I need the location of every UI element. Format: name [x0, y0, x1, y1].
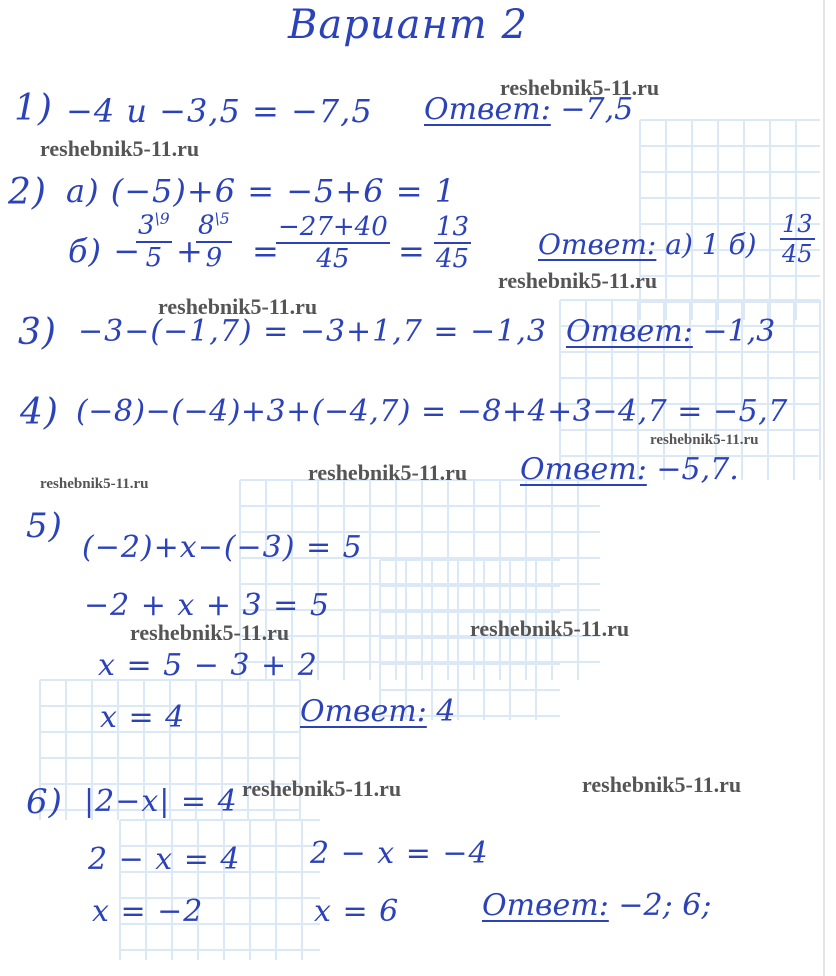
- task-2b-prefix: б) −: [68, 232, 141, 270]
- task-3-expression: −3−(−1,7) = −3+1,7 = −1,3: [78, 314, 547, 349]
- task-3-number: 3): [18, 312, 57, 353]
- task-5-line-2: −2 + x + 3 = 5: [84, 588, 330, 623]
- task-2-answer-fraction: [780, 210, 815, 268]
- fraction-numerator: $8^{\backslash 5}$: [198, 210, 230, 241]
- task-5-number: 5): [26, 506, 63, 546]
- task-3-answer-value: −1,3: [702, 314, 776, 349]
- fraction-denominator: 45: [782, 240, 813, 268]
- fraction-denominator: 45: [316, 244, 350, 274]
- task-2-number: 2): [8, 172, 47, 213]
- task-2b-equals-2: =: [398, 232, 426, 270]
- task-1-number: 1): [14, 88, 53, 129]
- fraction-numerator: $3^{\backslash 9}$: [138, 210, 170, 241]
- task-2-answer: [538, 228, 757, 261]
- answer-label: Ответ:: [520, 452, 647, 487]
- task-6-answer-value: −2; 6;: [618, 888, 712, 923]
- watermark: reshebnik5-11.ru: [582, 772, 742, 797]
- fraction-numerator: −27+40: [278, 212, 388, 242]
- variant-title: Вариант 2: [288, 2, 528, 48]
- task-2-answer-value: а) 1 б): [665, 228, 757, 261]
- watermark: reshebnik5-11.ru: [130, 620, 290, 645]
- task-2b-fraction-2: [196, 210, 232, 273]
- task-6-right-1: 2 − x = −4: [310, 836, 489, 871]
- task-1-expression: −4 и −3,5 = −7,5: [66, 92, 373, 130]
- answer-label: Ответ:: [300, 694, 427, 729]
- answer-label: Ответ:: [538, 228, 657, 261]
- task-4-number: 4): [20, 392, 59, 433]
- watermark: reshebnik5-11.ru: [242, 776, 402, 801]
- task-6-left-2: x = −2: [92, 894, 204, 929]
- answer-label: Ответ:: [482, 888, 609, 923]
- watermark: reshebnik5-11.ru: [40, 476, 149, 492]
- task-6-answer: [482, 888, 711, 923]
- watermark: reshebnik5-11.ru: [40, 136, 200, 161]
- fraction-numerator: 13: [436, 212, 470, 242]
- watermark: reshebnik5-11.ru: [500, 75, 660, 100]
- answer-label: Ответ:: [566, 314, 693, 349]
- task-2b-plus: +: [176, 232, 204, 270]
- task-2b-fraction-1: [136, 210, 172, 273]
- task-5-answer-value: 4: [436, 694, 456, 729]
- fraction-denominator: 45: [436, 244, 470, 274]
- fraction-denominator: 5: [145, 242, 163, 273]
- task-1-answer-value: −7,5: [560, 92, 634, 127]
- task-5-line-4: x = 4: [100, 700, 186, 735]
- task-4-answer-value: −5,7.: [656, 452, 739, 487]
- watermark: reshebnik5-11.ru: [308, 460, 468, 485]
- answer-label: Ответ:: [424, 92, 551, 127]
- task-3-answer: [566, 314, 775, 349]
- task-5-line-1: (−2)+x−(−3) = 5: [82, 530, 363, 565]
- watermark: reshebnik5-11.ru: [650, 432, 759, 448]
- fraction-numerator: 13: [782, 210, 813, 238]
- task-5-answer: [300, 694, 455, 729]
- task-6-right-2: x = 6: [314, 894, 400, 929]
- fraction-denominator: 9: [205, 242, 223, 273]
- watermark: reshebnik5-11.ru: [470, 616, 630, 641]
- task-6-number: 6): [26, 782, 63, 822]
- task-6-left-1: 2 − x = 4: [88, 842, 241, 877]
- task-2b-fraction-4: [434, 212, 471, 274]
- watermark: reshebnik5-11.ru: [498, 268, 658, 293]
- task-5-line-3: x = 5 − 3 + 2: [98, 648, 318, 683]
- task-6-line-1: |2−x| = 4: [84, 784, 238, 819]
- task-4-expression: (−8)−(−4)+3+(−4,7) = −8+4+3−4,7 = −5,7: [76, 394, 788, 429]
- task-2b-equals-1: =: [252, 232, 280, 270]
- task-2a-expression: а) (−5)+6 = −5+6 = 1: [66, 172, 457, 210]
- task-2b-fraction-3: [276, 212, 390, 274]
- task-4-answer: [520, 452, 739, 487]
- watermark: reshebnik5-11.ru: [158, 294, 318, 319]
